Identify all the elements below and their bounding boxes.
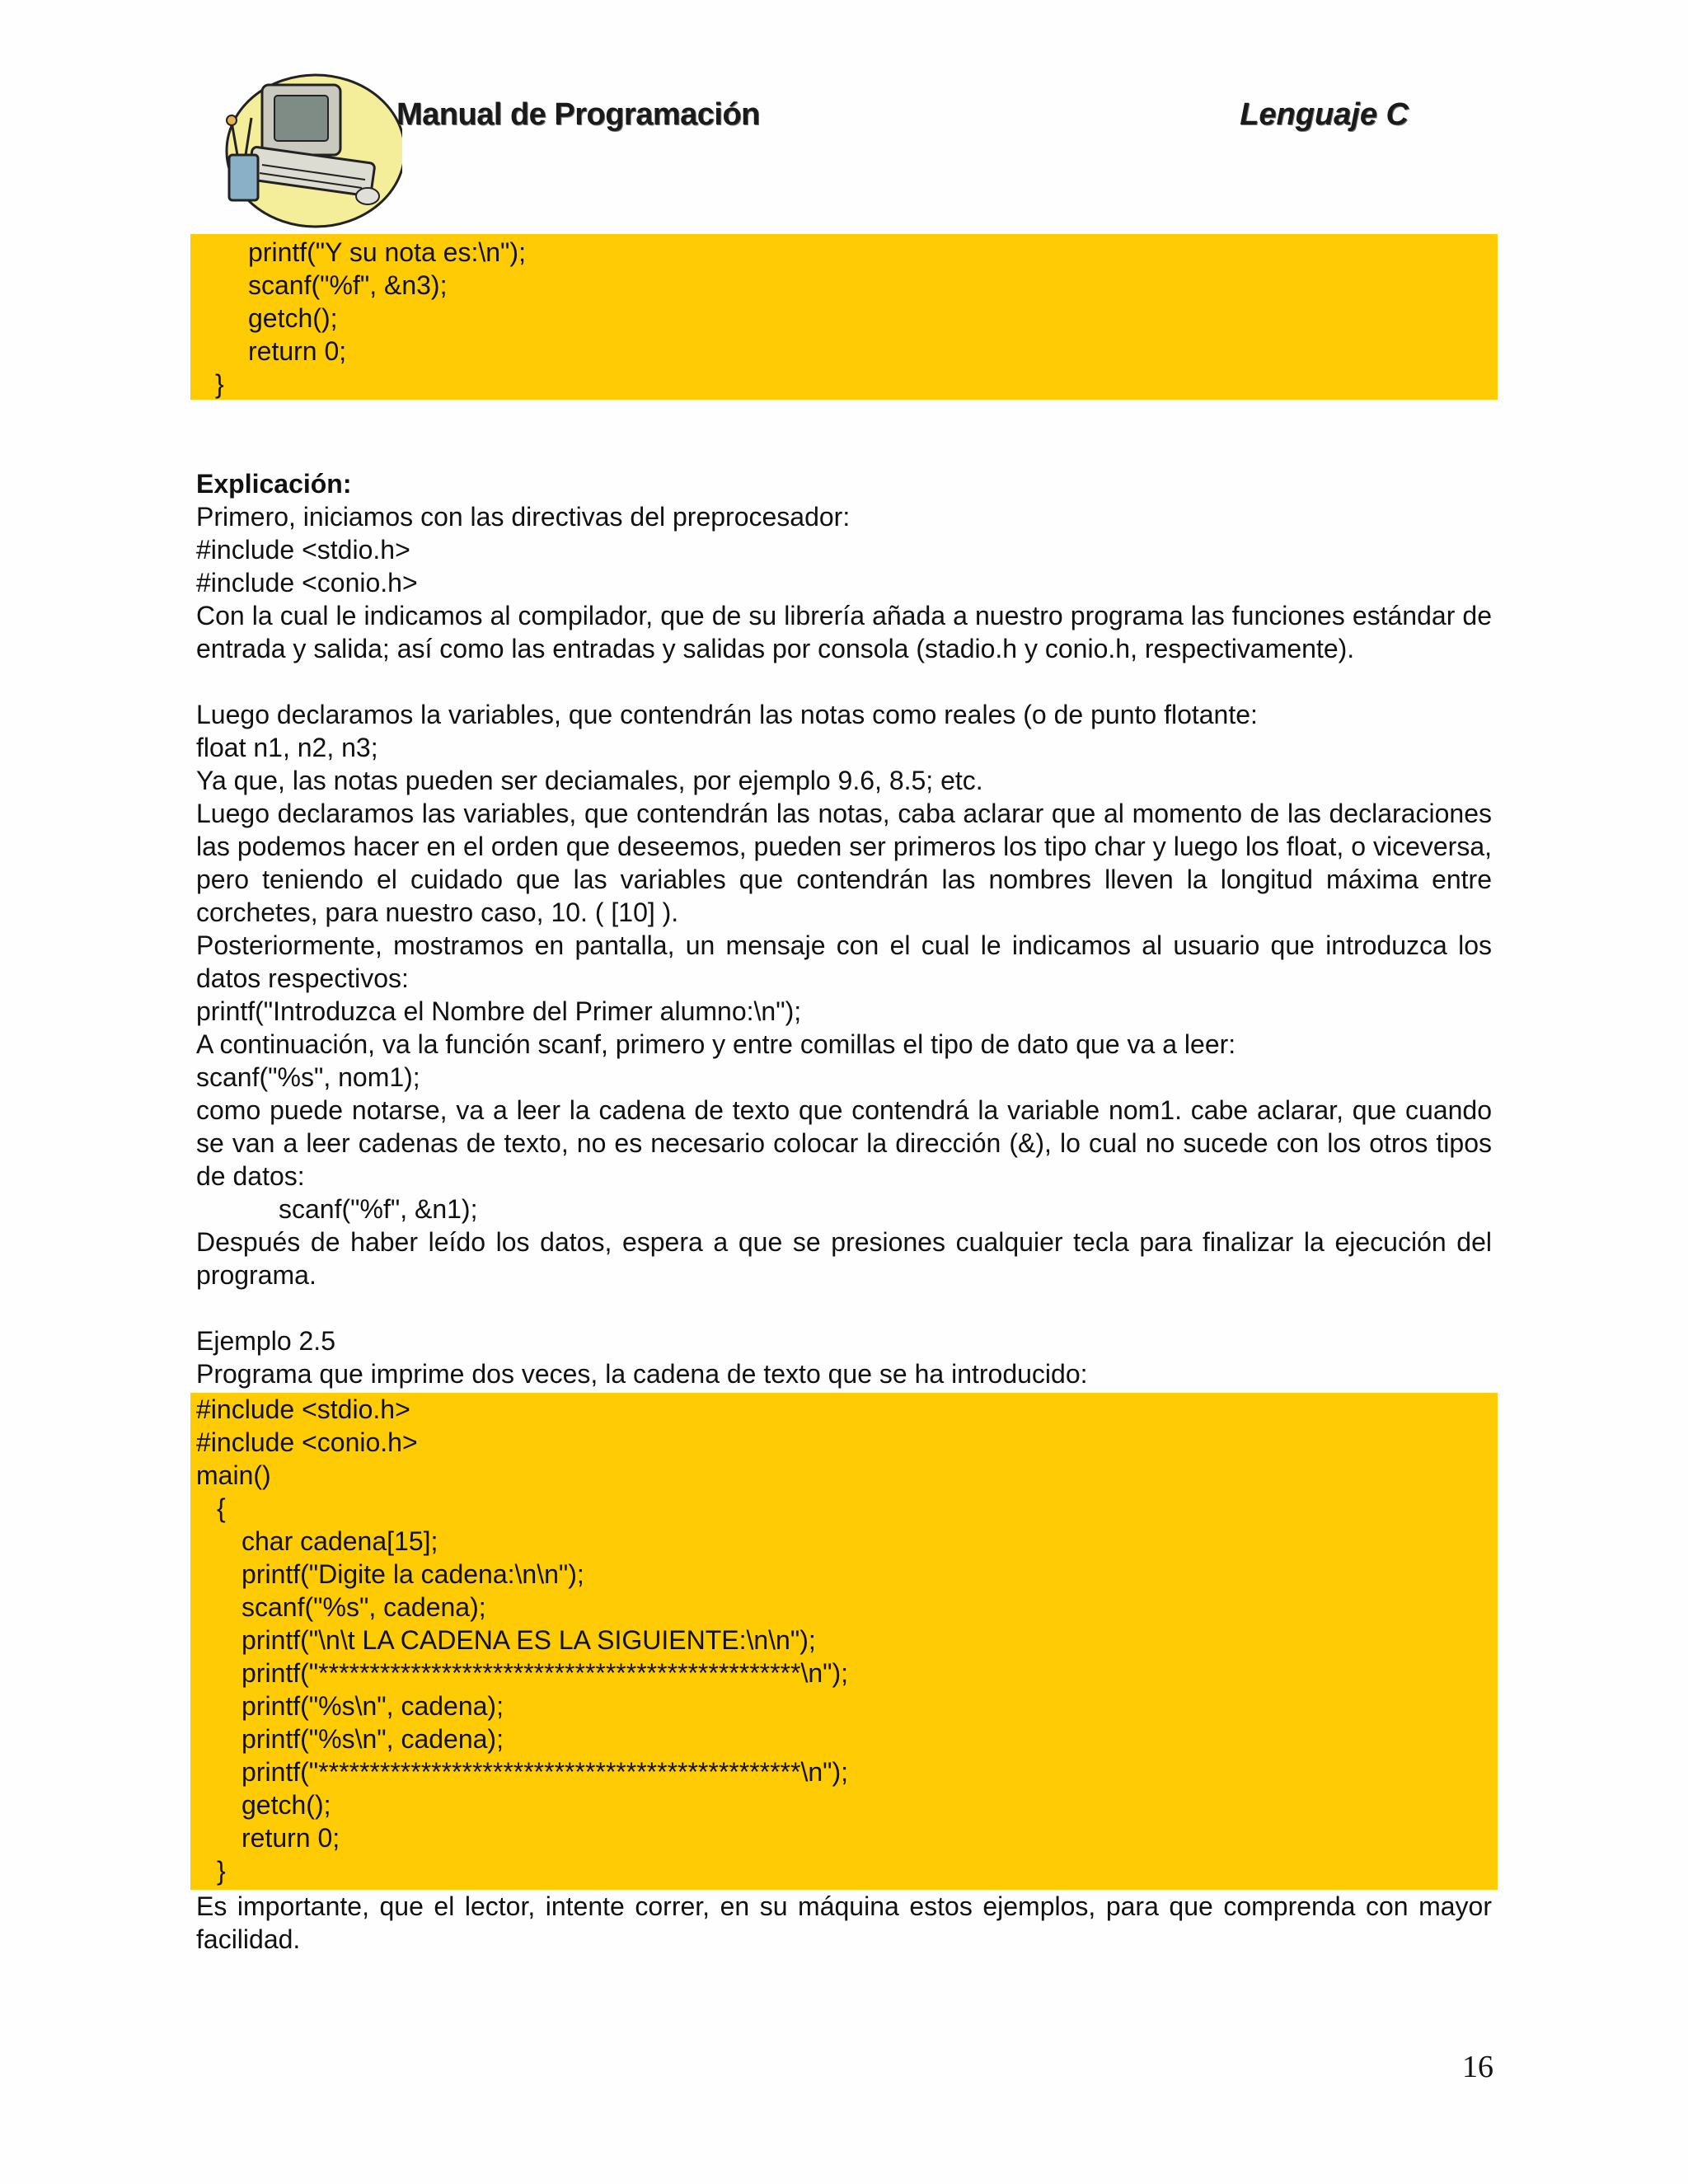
text-line: #include <stdio.h> bbox=[196, 535, 410, 565]
code-line: scanf("%f", &n3); bbox=[248, 270, 448, 300]
paragraph: Posteriormente, mostramos en pantalla, un mensaje con el cual le indicamos al usuario que introduzca los datos respectivos: bbox=[196, 930, 1492, 993]
code-line: } bbox=[217, 1856, 226, 1886]
text-line: A continuación, va la función scanf, primero y entre comillas el tipo de dato que va a leer: bbox=[196, 1029, 1236, 1059]
code-line: printf("Digite la cadena:\n\n"); bbox=[241, 1559, 584, 1589]
paragraph: Con la cual le indicamos al compilador, que de su librería añada a nuestro programa las funciones estándar de entrada y salida; así como las entradas y salidas por consola (stadio.h y conio.h, respectivamente). bbox=[196, 601, 1492, 663]
code-block-continuation bbox=[190, 234, 1498, 400]
code-line: scanf("%s", cadena); bbox=[241, 1592, 486, 1622]
code-block-example bbox=[190, 1393, 1498, 1890]
example-description: Programa que imprime dos veces, la cadena de texto que se ha introducido: bbox=[196, 1359, 1088, 1389]
text-line: printf("Introduzca el Nombre del Primer alumno:\n"); bbox=[196, 996, 802, 1026]
text-line: Ya que, las notas pueden ser deciamales, por ejemplo 9.6, 8.5; etc. bbox=[196, 766, 983, 795]
language-title: Lenguaje C bbox=[1240, 97, 1409, 132]
text-line: float n1, n2, n3; bbox=[196, 733, 378, 762]
code-line: return 0; bbox=[248, 336, 347, 366]
text-line: Primero, iniciamos con las directivas del preprocesador: bbox=[196, 502, 851, 532]
text-line: #include <conio.h> bbox=[196, 568, 418, 598]
code-line: printf("***********************************************\n"); bbox=[241, 1658, 849, 1688]
code-line: printf("\n\t LA CADENA ES LA SIGUIENTE:\n\n"); bbox=[241, 1625, 816, 1655]
code-line: printf("%s\n", cadena); bbox=[241, 1724, 504, 1754]
computer-clipart-logo bbox=[217, 64, 402, 229]
code-line: return 0; bbox=[241, 1823, 340, 1853]
paragraph: Después de haber leído los datos, espera a que se presiones cualquier tecla para finalizar la ejecución del programa. bbox=[196, 1227, 1492, 1290]
page-header bbox=[217, 64, 1420, 229]
code-line: main() bbox=[196, 1460, 271, 1490]
code-line: getch(); bbox=[241, 1790, 331, 1820]
code-line: char cadena[15]; bbox=[241, 1526, 438, 1556]
text-line: scanf("%f", &n1); bbox=[279, 1194, 478, 1224]
text-line: scanf("%s", nom1); bbox=[196, 1062, 420, 1092]
example-title: Ejemplo 2.5 bbox=[196, 1326, 335, 1356]
closing-paragraph: Es importante, que el lector, intente correr, en su máquina estos ejemplos, para que comprenda con mayor facilidad. bbox=[196, 1891, 1492, 1954]
code-line: } bbox=[215, 369, 224, 399]
page-number: 16 bbox=[1462, 2050, 1493, 2084]
manual-title: Manual de Programación bbox=[396, 97, 760, 132]
code-line: getch(); bbox=[248, 303, 338, 333]
paragraph: Luego declaramos las variables, que contendrán las notas, caba aclarar que al momento de las declaraciones las podemos hacer en el orden que deseemos, pueden ser primeros los tipo char y luego los float, o viceversa, pero teniendo el cuidado que las variables que contendrán las nombres lleven la longitud máxima entre corchetes, para nuestro caso, 10. ( [10] ). bbox=[196, 799, 1492, 927]
code-line: #include <stdio.h> bbox=[196, 1394, 410, 1424]
code-line: printf("Y su nota es:\n"); bbox=[248, 237, 526, 267]
paragraph: como puede notarse, va a leer la cadena de texto que contendrá la variable nom1. cabe aclarar, que cuando se van a leer cadenas de texto, no es necesario colocar la dirección (&), lo cual no sucede con los otros tipos de datos: bbox=[196, 1095, 1492, 1191]
text-line: Luego declaramos la variables, que contendrán las notas como reales (o de punto flotante: bbox=[196, 700, 1258, 729]
code-line: printf("***********************************************\n"); bbox=[241, 1757, 849, 1787]
explanation-heading: Explicación: bbox=[196, 469, 352, 499]
code-line: #include <conio.h> bbox=[196, 1427, 418, 1457]
code-line: { bbox=[217, 1493, 226, 1523]
code-line: printf("%s\n", cadena); bbox=[241, 1691, 504, 1721]
